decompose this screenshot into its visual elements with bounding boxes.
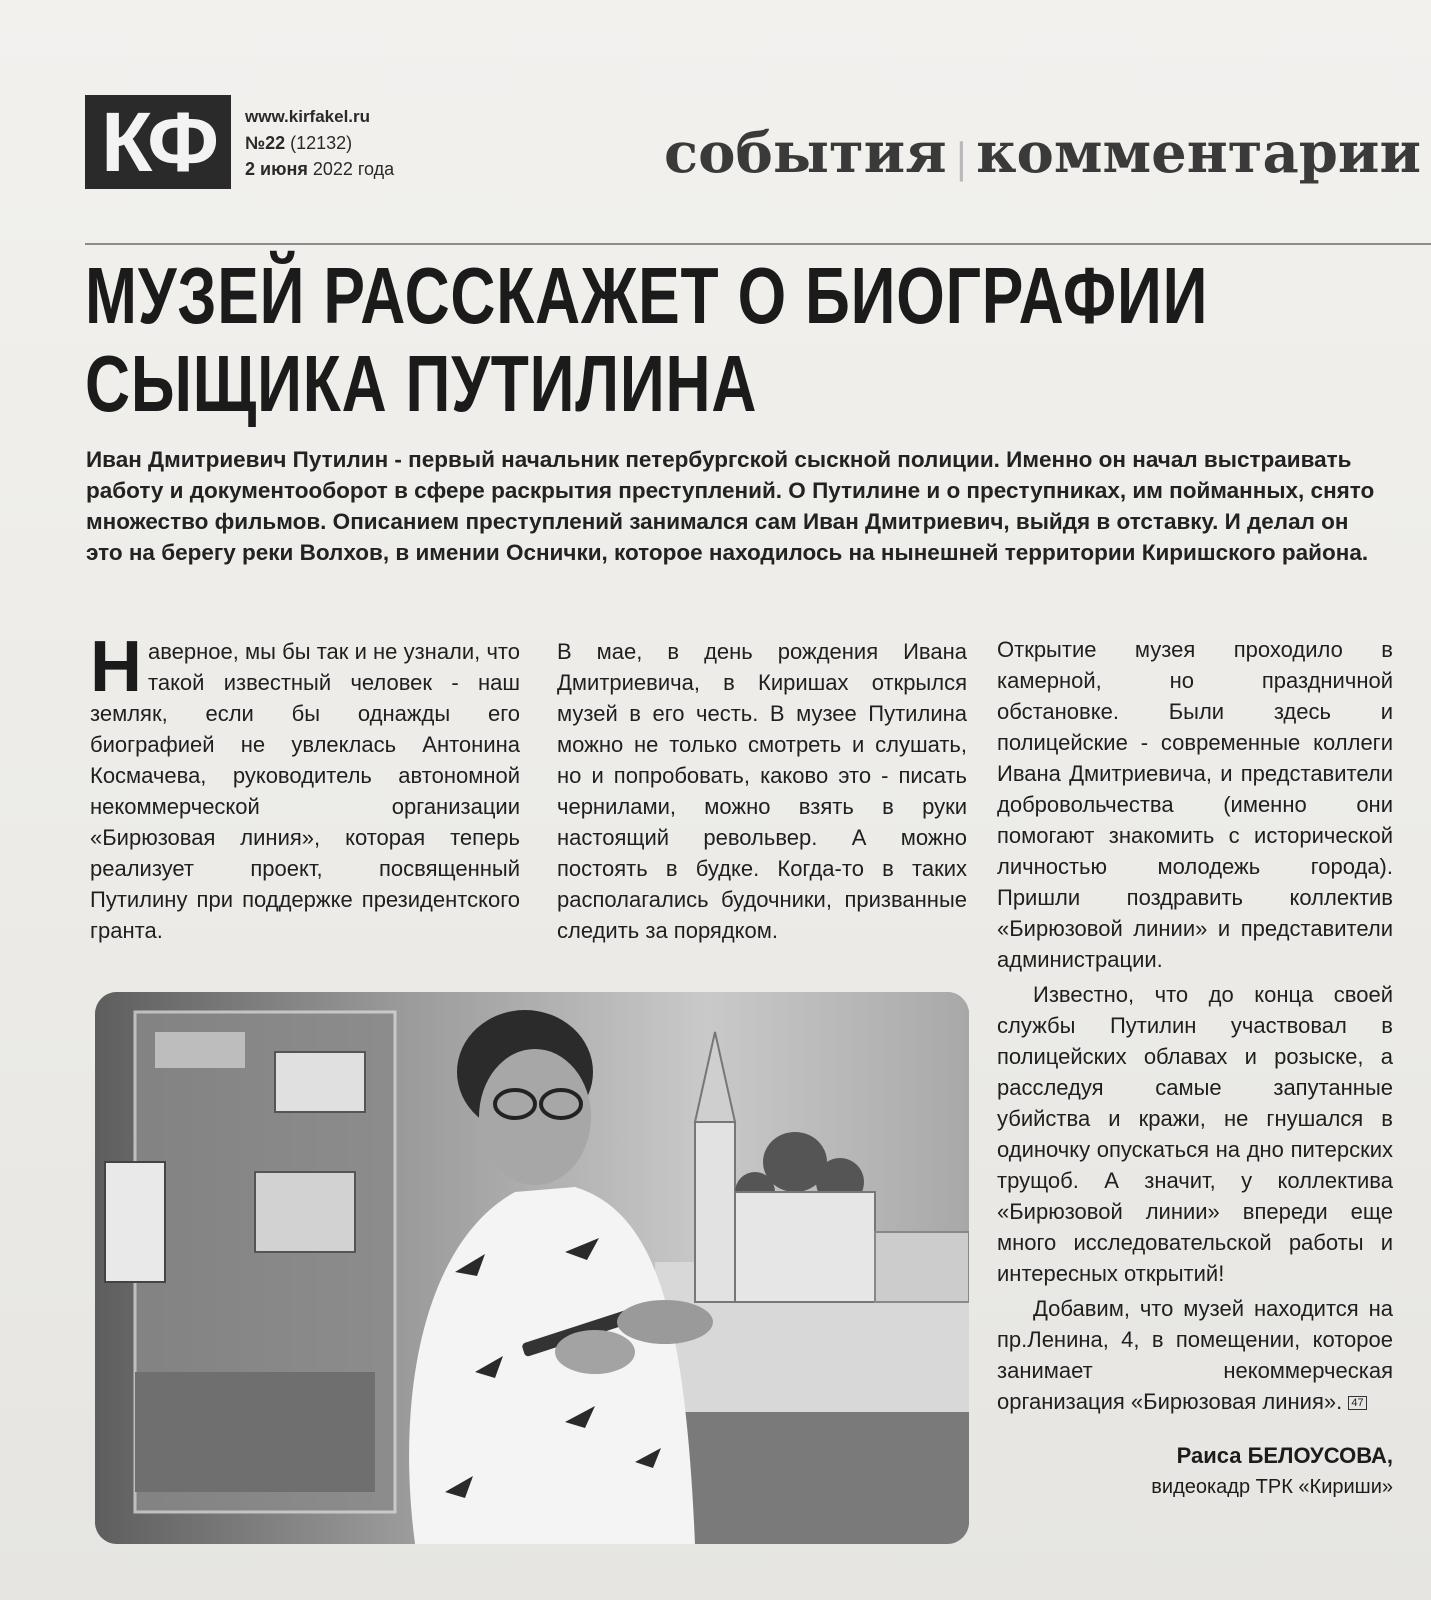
issue-date-year: 2022 года: [312, 159, 395, 179]
section-title-right: комментарии: [976, 120, 1421, 186]
issue-number: №22: [245, 133, 286, 153]
end-mark: 47: [1348, 1396, 1366, 1410]
column-2-text: В мае, в день рождения Ивана Дмитриевича, в Киришах открылся музей в его честь. В музее Путилина можно не только смотреть и слушать, но и попробовать, каково это - писать чернилами, можно взять в руки настоящий револьвер. А можно постоять в будке. Когда-то в таких располагались будочники, призванные следить за порядком.: [557, 639, 967, 943]
section-title-left: события: [664, 120, 947, 186]
byline: [1151, 1440, 1393, 1502]
article-lead: Иван Дмитриевич Путилин - первый начальник петербургской сыскной полиции. Именно он начал выстраивать работу и документооборот в сфере раскрытия преступлений. О Путилине и о преступниках, им пойманных, снято множество фильмов. Описанием преступлений занимался сам Иван Дмитриевич, выйдя в отставку. И делал он это на берегу реки Волхов, в имении Оснички, которое находилось на нынешней территории Киришского района.: [86, 447, 1375, 565]
section-title: [664, 118, 1421, 194]
issue-line: [245, 130, 394, 156]
article-photo: [95, 992, 969, 1544]
masthead-info: [245, 104, 394, 182]
masthead-rule: [85, 243, 1431, 245]
article-column-2: [557, 636, 967, 946]
article-column-1: [90, 627, 520, 946]
article-headline: [85, 252, 1317, 428]
photo-illustration: [95, 992, 969, 1544]
issue-total: (12132): [290, 133, 353, 153]
column-3-paragraph-3-text: Добавим, что музей находится на пр.Ленина, 4, в помещении, которое занимает некоммерческая организация «Бирюзовая линия».: [997, 1296, 1393, 1414]
photo-credit: видеокадр ТРК «Кириши»: [1151, 1476, 1393, 1498]
newspaper-logo: КФ: [85, 95, 231, 189]
issue-date-day: 2 июня: [245, 159, 308, 179]
drop-cap: Н: [90, 627, 142, 707]
column-3-paragraph-2: Известно, что до конца своей службы Путилин участвовал в полицейских облавах и розыске, а расследуя самые запутанные убийства и кражи, не гнушался в одиночку опускаться на дно питерских трущоб. А значит, у коллектива «Бирюзовой линии» впереди еще много исследовательской работы и интересных открытий!: [997, 982, 1393, 1286]
column-3-paragraph-3: [997, 1293, 1393, 1419]
column-3-paragraph-1: Открытие музея проходило в камерной, но праздничной обстановке. Были здесь и полицейские - современные коллеги Ивана Дмитриевича, и представители добровольчества (именно они помогают знакомить с исторической личностью молодежь города). Пришли поздравить коллектив «Бирюзовой линии» и представители администрации.: [997, 637, 1393, 972]
section-separator: |: [954, 136, 969, 182]
issue-date: [245, 156, 394, 182]
headline-line-2: СЫЩИКА ПУТИЛИНА: [85, 339, 758, 428]
website-url: www.kirfakel.ru: [245, 107, 371, 126]
article-column-3: [997, 634, 1393, 1419]
headline-line-1: МУЗЕЙ РАССКАЖЕТ О БИОГРАФИИ: [85, 251, 1209, 340]
column-1-text: аверное, мы бы так и не узнали, что такой известный человек - наш земляк, если бы однажды его биографией не увлеклась Антонина Космачева, руководитель автономной некоммерческой организации «Бирюзовая линия», которая теперь реализует проект, посвященный Путилину при поддержке президентского гранта.: [90, 639, 520, 943]
author-name: Раиса БЕЛОУСОВА,: [1176, 1443, 1393, 1468]
